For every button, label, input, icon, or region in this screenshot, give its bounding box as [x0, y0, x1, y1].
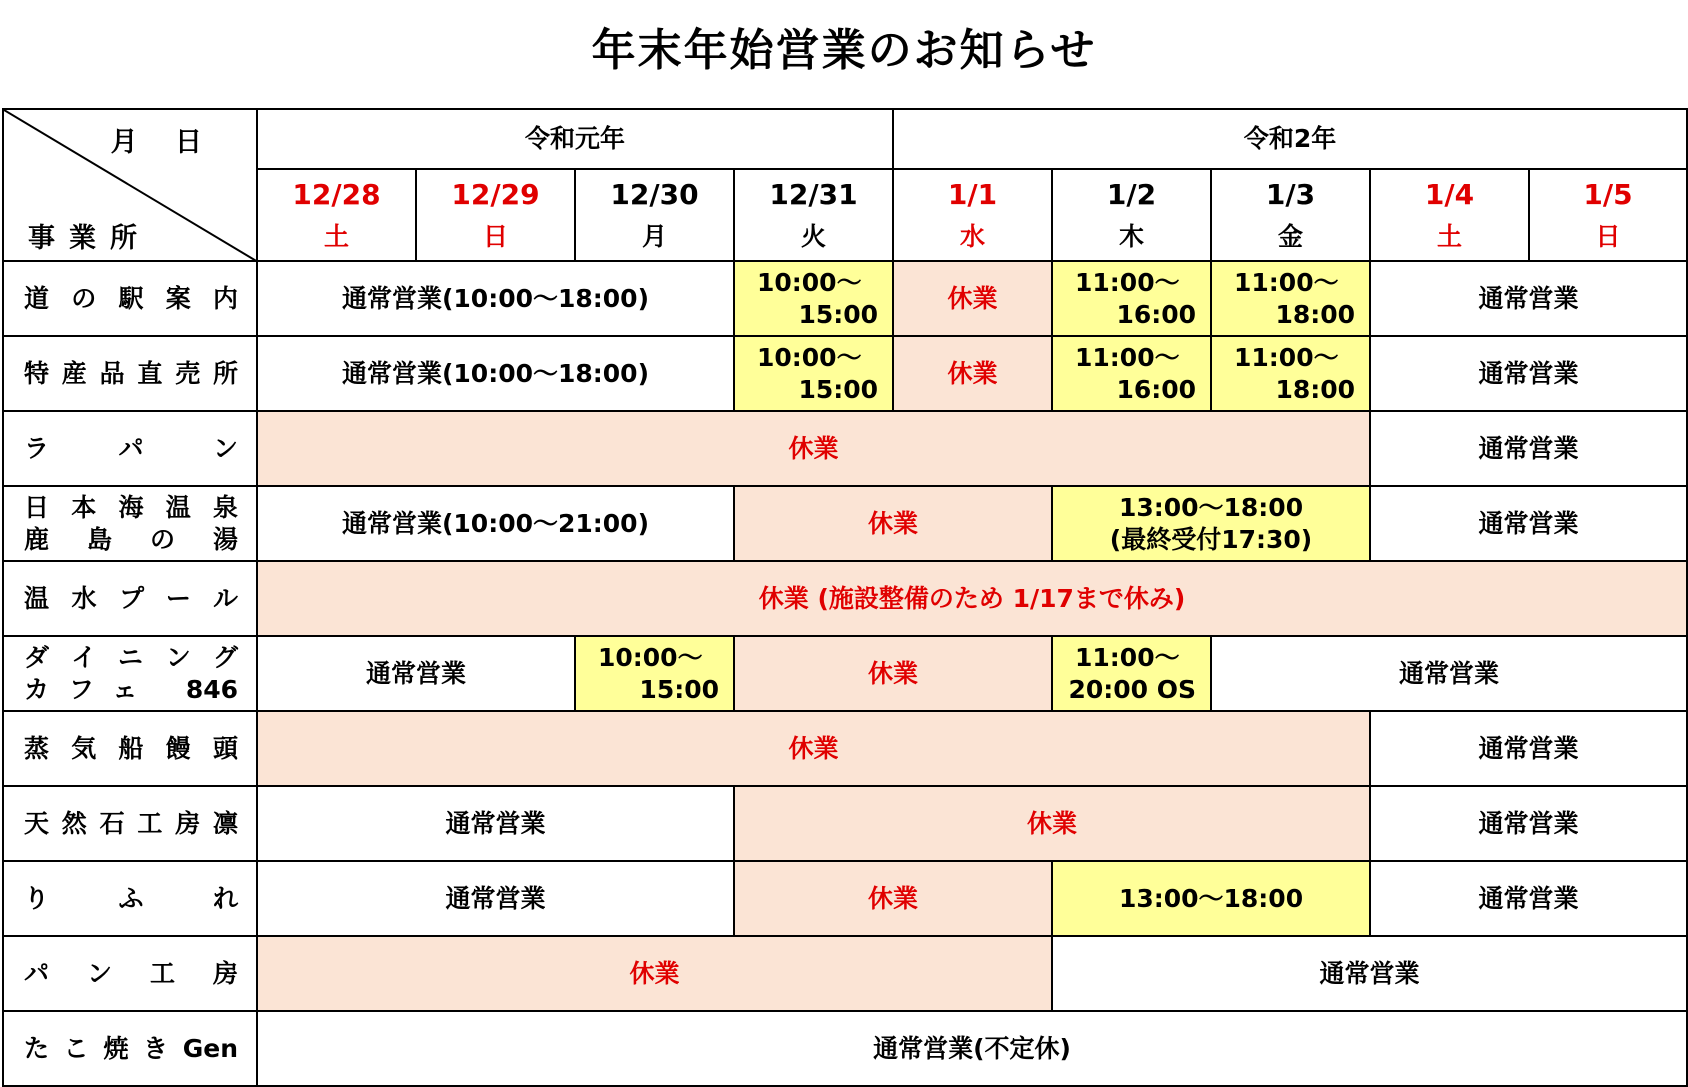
table-row — [3, 486, 1687, 561]
regular-hours-cell: 通常営業 — [1211, 636, 1687, 711]
regular-hours-cell: 通常営業(10:00〜18:00) — [257, 261, 734, 336]
regular-hours-cell: 通常営業 — [1370, 486, 1687, 561]
regular-hours-cell: 通常営業 — [1370, 411, 1687, 486]
closed-cell: 休業 — [257, 711, 1370, 786]
regular-hours-cell: 通常営業 — [1370, 786, 1687, 861]
schedule-table — [2, 108, 1688, 1087]
regular-hours-cell: 通常営業 — [1370, 336, 1687, 411]
special-hours-cell: 11:00〜 16:00 — [1052, 261, 1211, 336]
closed-cell: 休業 — [734, 861, 1052, 936]
regular-hours-cell: 通常営業 — [1052, 936, 1687, 1011]
closed-cell: 休業 — [734, 636, 1052, 711]
regular-hours-cell: 通常営業(10:00〜18:00) — [257, 336, 734, 411]
closed-cell: 休業 — [893, 261, 1052, 336]
special-hours-cell: 10:00〜 15:00 — [734, 261, 893, 336]
table-row — [3, 786, 1687, 861]
facility-name: パン工房 — [3, 936, 257, 1011]
closed-cell: 休業 — [734, 486, 1052, 561]
page-title: 年末年始営業のお知らせ — [591, 25, 1097, 76]
facility-name: 天然石工房凛 — [3, 786, 257, 861]
era-reiwa-1-header: 令和元年 — [257, 109, 893, 169]
date-header-1228: 12/28 土 — [257, 169, 416, 261]
table-row — [3, 411, 1687, 486]
table-row — [3, 1011, 1687, 1086]
facility-name: 日本海温泉 鹿島の湯 — [3, 486, 257, 561]
regular-hours-cell: 通常営業 — [257, 786, 734, 861]
date-header-0104: 1/4 土 — [1370, 169, 1529, 261]
table-row — [3, 636, 1687, 711]
regular-hours-cell: 通常営業 — [1370, 861, 1687, 936]
special-hours-cell: 11:00〜 18:00 — [1211, 261, 1370, 336]
special-hours-cell: 11:00〜 16:00 — [1052, 336, 1211, 411]
regular-hours-cell: 通常営業(不定休) — [257, 1011, 1687, 1086]
facility-name: ラパン — [3, 411, 257, 486]
special-hours-cell: 13:00〜18:00 (最終受付17:30) — [1052, 486, 1370, 561]
regular-hours-cell: 通常営業 — [1370, 261, 1687, 336]
facility-name: 蒸気船饅頭 — [3, 711, 257, 786]
facility-name: 温水プール — [3, 561, 257, 636]
special-hours-cell: 10:00〜 15:00 — [575, 636, 734, 711]
table-row — [3, 711, 1687, 786]
date-header-0101: 1/1 水 — [893, 169, 1052, 261]
closed-cell: 休業 (施設整備のため 1/17まで休み) — [257, 561, 1687, 636]
date-header-0105: 1/5 日 — [1529, 169, 1687, 261]
facility-name: りふれ — [3, 861, 257, 936]
table-row — [3, 336, 1687, 411]
closed-cell: 休業 — [257, 411, 1370, 486]
facility-name: たこ焼きGen — [3, 1011, 257, 1086]
closed-cell: 休業 — [734, 786, 1370, 861]
regular-hours-cell: 通常営業 — [257, 861, 734, 936]
table-row — [3, 936, 1687, 1011]
date-header-0103: 1/3 金 — [1211, 169, 1370, 261]
corner-facility-label: 事業所 — [28, 223, 151, 255]
regular-hours-cell: 通常営業 — [1370, 711, 1687, 786]
table-row — [3, 861, 1687, 936]
regular-hours-cell: 通常営業(10:00〜21:00) — [257, 486, 734, 561]
facility-name: 道の駅案内 — [3, 261, 257, 336]
facility-name: ダイニング カフェ 846 — [3, 636, 257, 711]
closed-cell: 休業 — [257, 936, 1052, 1011]
special-hours-cell: 11:00〜 18:00 — [1211, 336, 1370, 411]
date-header-0102: 1/2 木 — [1052, 169, 1211, 261]
era-reiwa-2-header: 令和2年 — [893, 109, 1687, 169]
date-header-1230: 12/30 月 — [575, 169, 734, 261]
corner-month-day-label: 月 日 — [110, 127, 216, 158]
facility-name: 特産品直売所 — [3, 336, 257, 411]
special-hours-cell: 13:00〜18:00 — [1052, 861, 1370, 936]
special-hours-cell: 11:00〜 20:00 OS — [1052, 636, 1211, 711]
regular-hours-cell: 通常営業 — [257, 636, 575, 711]
table-row — [3, 261, 1687, 336]
table-row — [3, 561, 1687, 636]
closed-cell: 休業 — [893, 336, 1052, 411]
header-corner-cell — [3, 109, 257, 261]
date-header-1231: 12/31 火 — [734, 169, 893, 261]
date-header-1229: 12/29 日 — [416, 169, 575, 261]
special-hours-cell: 10:00〜 15:00 — [734, 336, 893, 411]
